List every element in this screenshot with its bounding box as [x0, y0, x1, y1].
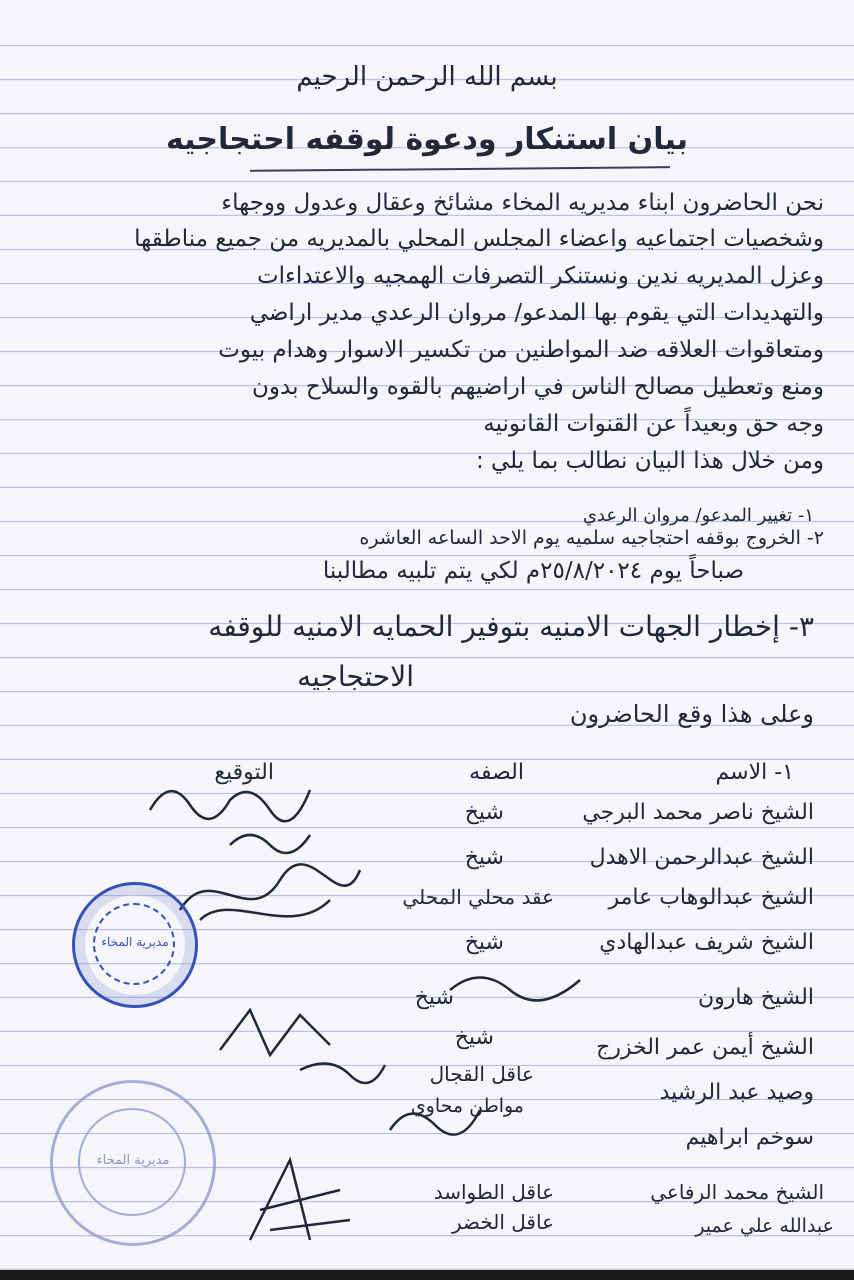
row-4-title: شيخ — [464, 930, 504, 955]
row-7-name: وصيد عبد الرشيد — [659, 1080, 814, 1105]
header-title: الصفه — [469, 760, 524, 785]
body-line-6: ومنع وتعطيل مصالح الناس في اراضيهم بالقوه والسلاح بدون — [252, 374, 824, 400]
body-line-8: ومن خلال هذا البيان نطالب بما يلي : — [475, 448, 824, 474]
row-5-title: شيخ — [414, 985, 454, 1010]
row-10-title: عاقل الخضر — [451, 1210, 554, 1234]
row-9-name: الشيخ محمد الرفاعي — [650, 1180, 824, 1204]
signature-3 — [170, 850, 370, 940]
row-1-title: شيخ — [464, 800, 504, 825]
demand-1: ١- تغيير المدعو/ مروان الرعدي — [582, 505, 814, 526]
document-title: بيان استنكار ودعوة لوقفه احتجاجيه — [165, 122, 689, 157]
row-4-name: الشيخ شريف عبدالهادي — [599, 930, 814, 955]
row-10-name: عبدالله علي عمير — [695, 1215, 834, 1237]
row-9-title: عاقل الطواسد — [433, 1180, 554, 1204]
row-6-name: الشيخ أيمن عمر الخزرج — [596, 1035, 814, 1060]
header-name: ١- الاسم — [715, 760, 794, 785]
body-line-1: نحن الحاضرون ابناء مديريه المخاء مشائخ وعقال وعدول ووجهاء — [221, 190, 824, 216]
bottom-edge — [0, 1270, 854, 1280]
body-line-3: وعزل المديريه ندين ونستنكر التصرفات الهمجيه والاعتداءات — [256, 263, 824, 289]
demand-3: ٣- إخطار الجهات الامنيه بتوفير الحمايه الامنيه للوقفه — [208, 610, 814, 643]
body-line-7: وجه حق وبعيداً عن القنوات القانونيه — [483, 411, 824, 437]
official-stamp-2: مديرية المخاء — [50, 1080, 216, 1246]
signature-6 — [380, 1090, 490, 1140]
signature-5 — [290, 1050, 390, 1090]
row-6-title: شيخ — [454, 1025, 494, 1050]
row-8-title: مواطن محاوي — [410, 1095, 524, 1117]
signing-statement: وعلى هذا وقع الحاضرون — [569, 700, 814, 728]
row-3-name: الشيخ عبدالوهاب عامر — [608, 885, 814, 910]
row-7-title: عاقل القجال — [429, 1062, 534, 1086]
basmala: بسم الله الرحمن الرحيم — [296, 62, 558, 92]
row-8-name: سوخم ابراهيم — [685, 1125, 814, 1150]
signature-7 — [230, 1150, 360, 1250]
row-5-name: الشيخ هارون — [698, 985, 814, 1010]
body-line-4: والتهديدات التي يقوم بها المدعو/ مروان الرعدي مدير اراضي — [249, 300, 824, 326]
title-underline — [250, 166, 670, 172]
row-2-title: شيخ — [464, 845, 504, 870]
body-line-5: ومتعاقوات العلاقه ضد المواطنين من تكسير الاسوار وهدام بيوت — [218, 337, 824, 363]
row-3-title: عقد محلي المحلي — [402, 885, 554, 909]
body-line-2: وشخصيات اجتماعيه واعضاء المجلس المحلي بالمديريه من جميع مناطقها — [134, 226, 824, 252]
header-signature: التوقيع — [214, 760, 274, 785]
official-stamp-1: مديرية المخاء — [72, 882, 198, 1008]
row-2-name: الشيخ عبدالرحمن الاهدل — [589, 845, 814, 870]
demand-3-cont: الاحتجاجيه — [297, 660, 414, 693]
demand-2-cont: صباحاً يوم ٢٥/٨/٢٠٢٤م لكي يتم تلبيه مطالبنا — [322, 558, 744, 584]
signature-8 — [440, 960, 600, 1010]
row-1-name: الشيخ ناصر محمد البرجي — [582, 800, 814, 825]
demand-2: ٢- الخروج بوقفه احتجاجيه سلميه يوم الاحد الساعه العاشره — [359, 527, 824, 549]
